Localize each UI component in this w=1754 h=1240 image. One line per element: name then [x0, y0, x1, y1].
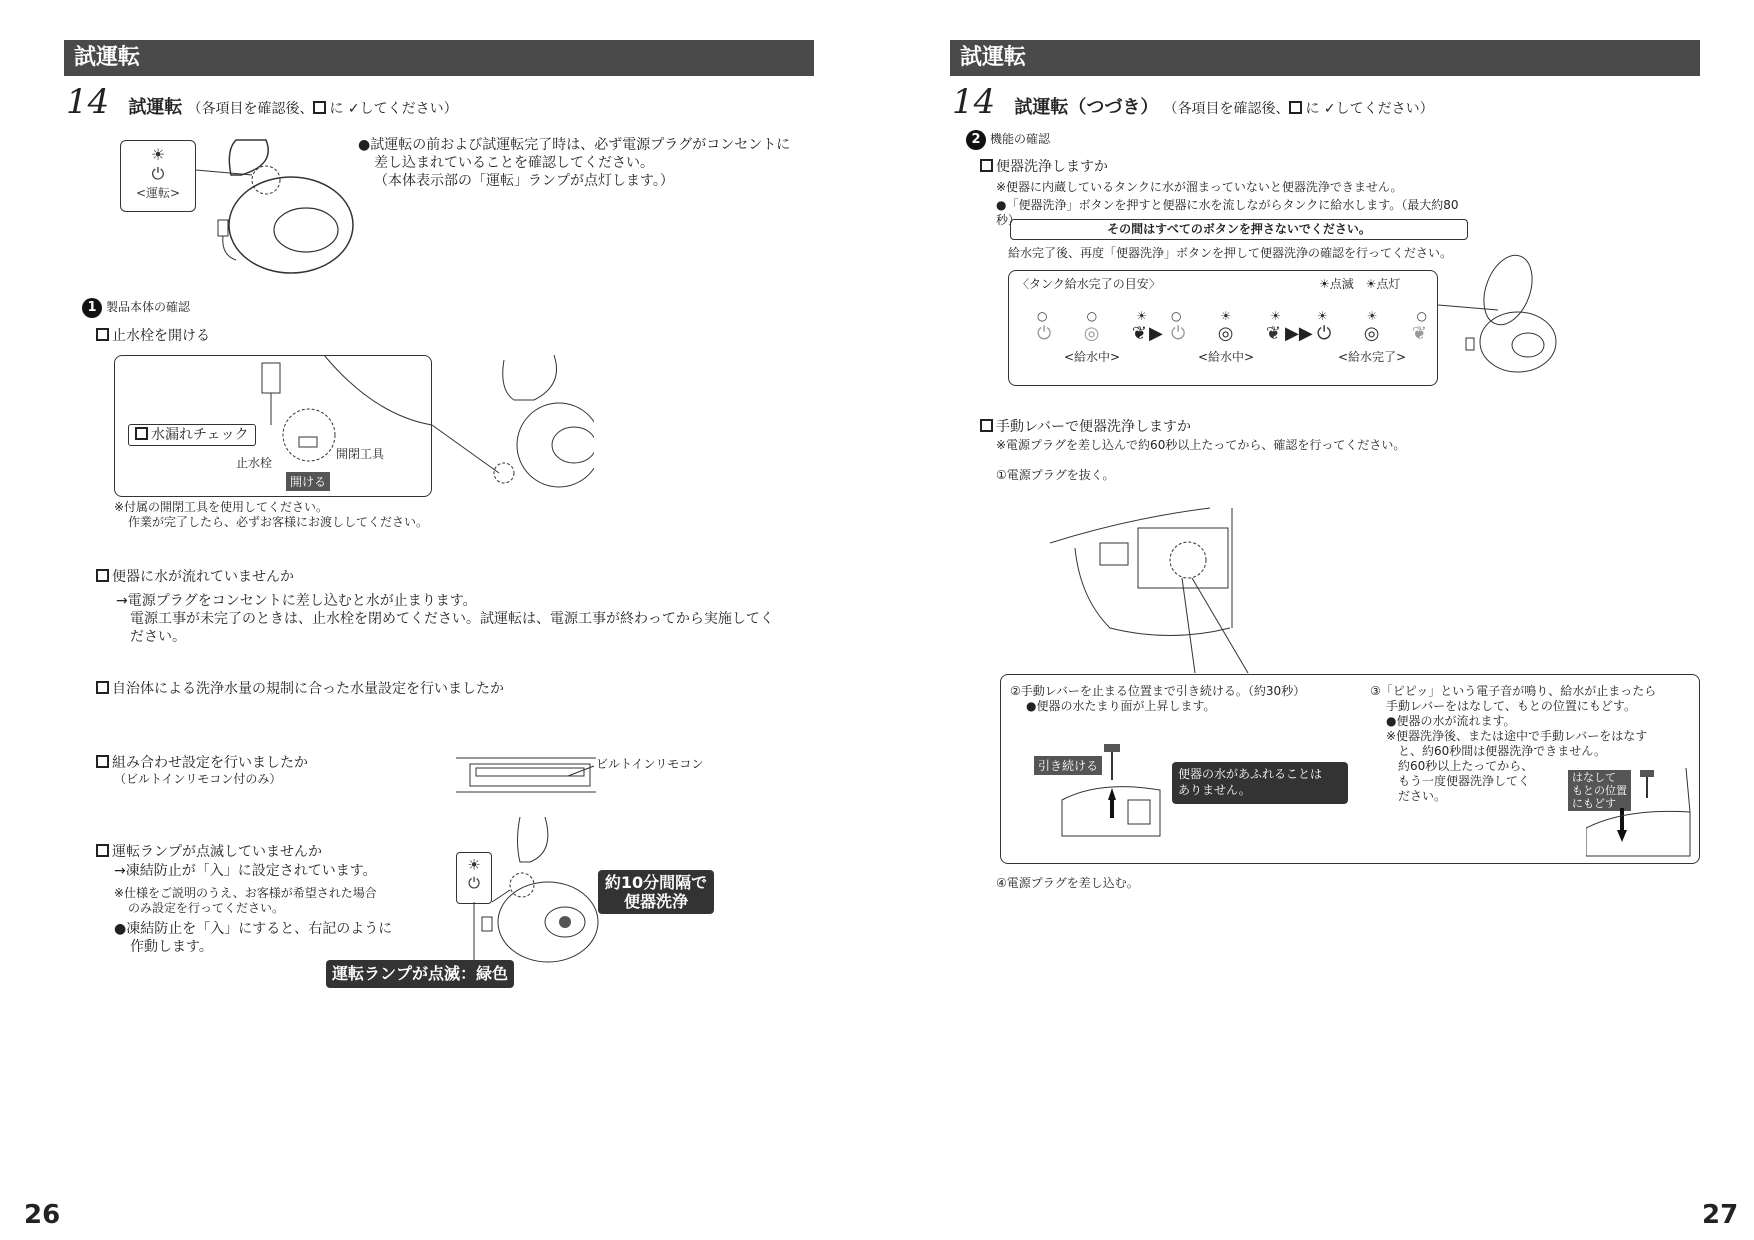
checkbox-icon[interactable] — [96, 328, 109, 341]
checkbox-icon[interactable] — [96, 681, 109, 694]
step-pull-lever: ②手動レバーを止まる位置まで引き続ける。（約30秒） ●便器の水たまり面が上昇します。 — [1010, 684, 1306, 713]
flush-icon: ◎ — [1363, 323, 1380, 344]
right-section-header: 試運転 — [950, 40, 1700, 76]
flow-note: →電源プラグをコンセントに差し込むと水が止まります。 電源工事が未完了のときは、止水栓を閉めてください。試運転は、電源工事が終わってから実施してく ださい。 — [116, 593, 774, 645]
legend: ☀点滅 ☀点灯 — [1319, 277, 1401, 291]
toilet-illustration — [196, 135, 366, 285]
power-icon: ⏻ — [468, 874, 480, 892]
item-open-valve: 止水栓を開ける — [96, 327, 210, 345]
remote-illustration — [456, 752, 606, 816]
left-step-heading: 14 試運転 （各項目を確認後、 に ✓してください） — [66, 82, 458, 122]
item-water-flow: 便器に水が流れていませんか — [96, 568, 294, 586]
power-icon: ⏻ — [151, 164, 165, 183]
remote-label: ビルトインリモコン — [596, 757, 704, 771]
power-icon: ⏻ — [1317, 323, 1332, 344]
tool-note: ※付属の開閉工具を使用してください。 作業が完了したら、必ずお客様にお渡ししてください。 — [114, 500, 429, 529]
checkbox-icon — [1289, 101, 1302, 114]
tool-label: 開閉工具 — [336, 447, 385, 461]
indicator-group-3: ☀ ☀ ○ ⏻ ◎ ❦ <給水完了> — [1317, 309, 1427, 364]
panel-label: <運転> — [135, 186, 181, 200]
lever-access-illustration — [1050, 488, 1250, 678]
indicator-group-1: ○ ○ ☀ ⏻ ◎ ❦ <給水中> — [1037, 309, 1147, 364]
step-plug-in: ④電源プラグを差し込む。 — [996, 876, 1139, 890]
blink-icon: ☀ — [1319, 277, 1330, 291]
checkbox-icon — [313, 101, 326, 114]
release-label: はなして もとの位置 にもどす — [1568, 770, 1631, 811]
arrow-icon: ▶ — [1149, 323, 1163, 344]
step-note: （各項目を確認後、 — [1163, 101, 1290, 117]
step-title: 試運転（つづき） — [1014, 97, 1159, 118]
leaf-icon: ❦ — [1411, 323, 1427, 344]
operation-panel-callout — [120, 140, 196, 212]
power-icon: ⏻ — [1171, 323, 1186, 344]
right-step-heading: 14 試運転（つづき） （各項目を確認後、 に ✓してください） — [952, 82, 1434, 122]
pull-lever-illustration — [1060, 740, 1170, 840]
toilet-lamp-illustration — [460, 812, 600, 977]
item-water-setting: 自治体による洗浄水量の規制に合った水量設定を行いましたか — [96, 680, 504, 698]
flush-note: ※便器に内蔵しているタンクに水が溜まっていないと便器洗浄できません。 ●「便器洗浄」ボタンを押すと便器に水を流しながらタンクに給水します。（最大約80秒） — [996, 180, 1459, 227]
leak-check-label: 水漏れチェック — [128, 424, 256, 446]
step-release-lever: ③「ピピッ」という電子音が鳴り、給水が止まったら 手動レバーをはなして、もとの位置にもどす。 ●便器の水が流れます。 ※便器洗浄後、または途中で手動レバーをはなす と、約60秒間は便器洗浄できません。 約60秒以上たってから、 もう一度便器洗浄してく ださい。 — [1370, 684, 1657, 803]
open-label: 開ける — [286, 472, 330, 491]
step-number: 14 — [952, 82, 996, 122]
step-note: （各項目を確認後、 — [187, 101, 314, 117]
blink-icon: ☀ — [467, 856, 481, 874]
lever-note: ※電源プラグを差し込んで約60秒以上たってから、確認を行ってください。 — [996, 438, 1406, 452]
tank-guide-title: 〈タンク給水完了の目安〉 — [1017, 277, 1161, 291]
checkbox-icon[interactable] — [135, 427, 148, 440]
checkbox-icon[interactable] — [96, 755, 109, 768]
step-unplug: ①電源プラグを抜く。 — [996, 468, 1115, 482]
plug-note: ●試運転の前および試運転完了時は、必ず電源プラグがコンセントに 差し込まれていることを確認してください。 （本体表示部の「運転」ランプが点灯します。） — [358, 137, 791, 189]
step-number: 14 — [66, 82, 110, 122]
flush-icon: ◎ — [1083, 323, 1100, 344]
page-number-left: 26 — [24, 1200, 61, 1230]
leaf-icon: ❦ — [1131, 323, 1147, 344]
section-1-title: 1 製品本体の確認 — [82, 298, 190, 318]
checkbox-icon[interactable] — [96, 844, 109, 857]
pull-label: 引き続ける — [1034, 756, 1102, 775]
checkbox-icon[interactable] — [980, 419, 993, 432]
item-flush: 便器洗浄しますか — [980, 158, 1108, 176]
check-mark-icon: ✓ — [343, 101, 360, 117]
warning-box: その間はすべてのボタンを押さないでください。 — [1010, 219, 1468, 240]
flush-interval-label: 約10分間隔で 便器洗浄 — [598, 870, 714, 914]
valve-label: 止水栓 — [236, 456, 273, 470]
indicator-group-2: ○ ☀ ☀ ⏻ ◎ ❦ <給水中> — [1171, 309, 1281, 364]
lamp-blink-label: 運転ランプが点滅：緑色 — [326, 960, 514, 988]
power-icon: ⏻ — [1037, 323, 1052, 344]
checkbox-icon[interactable] — [980, 159, 993, 172]
section-2-title: 2 機能の確認 — [966, 130, 1050, 150]
item-combo-setting: 組み合わせ設定を行いましたか （ビルトインリモコン付のみ） — [96, 754, 308, 787]
page-number-right: 27 — [1702, 1200, 1739, 1230]
toilet-open-lid-illustration — [1438, 250, 1558, 380]
left-section-header: 試運転 — [64, 40, 814, 76]
item-lamp: 運転ランプが点滅していませんか — [96, 843, 322, 861]
leaf-icon: ❦ — [1265, 323, 1281, 344]
lamp-note: →凍結防止が「入」に設定されています。 ※仕様をご説明のうえ、お客様が希望された場合 のみ設定を行ってください。 ●凍結防止を「入」にすると、右記のように 作動します。 — [114, 863, 393, 955]
release-lever-illustration — [1586, 768, 1696, 858]
tank-guide-box — [1008, 270, 1438, 386]
item-manual-lever: 手動レバーで便器洗浄しますか — [980, 418, 1191, 436]
blink-icon: ☀ — [150, 145, 166, 164]
checkbox-icon[interactable] — [96, 569, 109, 582]
check-mark-icon: ✓ — [1319, 101, 1336, 117]
on-icon: ☀ — [1365, 277, 1377, 291]
step-title: 試運転 — [128, 97, 183, 118]
double-arrow-icon: ▶▶ — [1285, 323, 1313, 344]
flush-icon: ◎ — [1217, 323, 1234, 344]
no-overflow-label: 便器の水があふれることは ありません。 — [1172, 762, 1348, 804]
after-note: 給水完了後、再度「便器洗浄」ボタンを押して便器洗浄の確認を行ってください。 — [1008, 246, 1453, 260]
